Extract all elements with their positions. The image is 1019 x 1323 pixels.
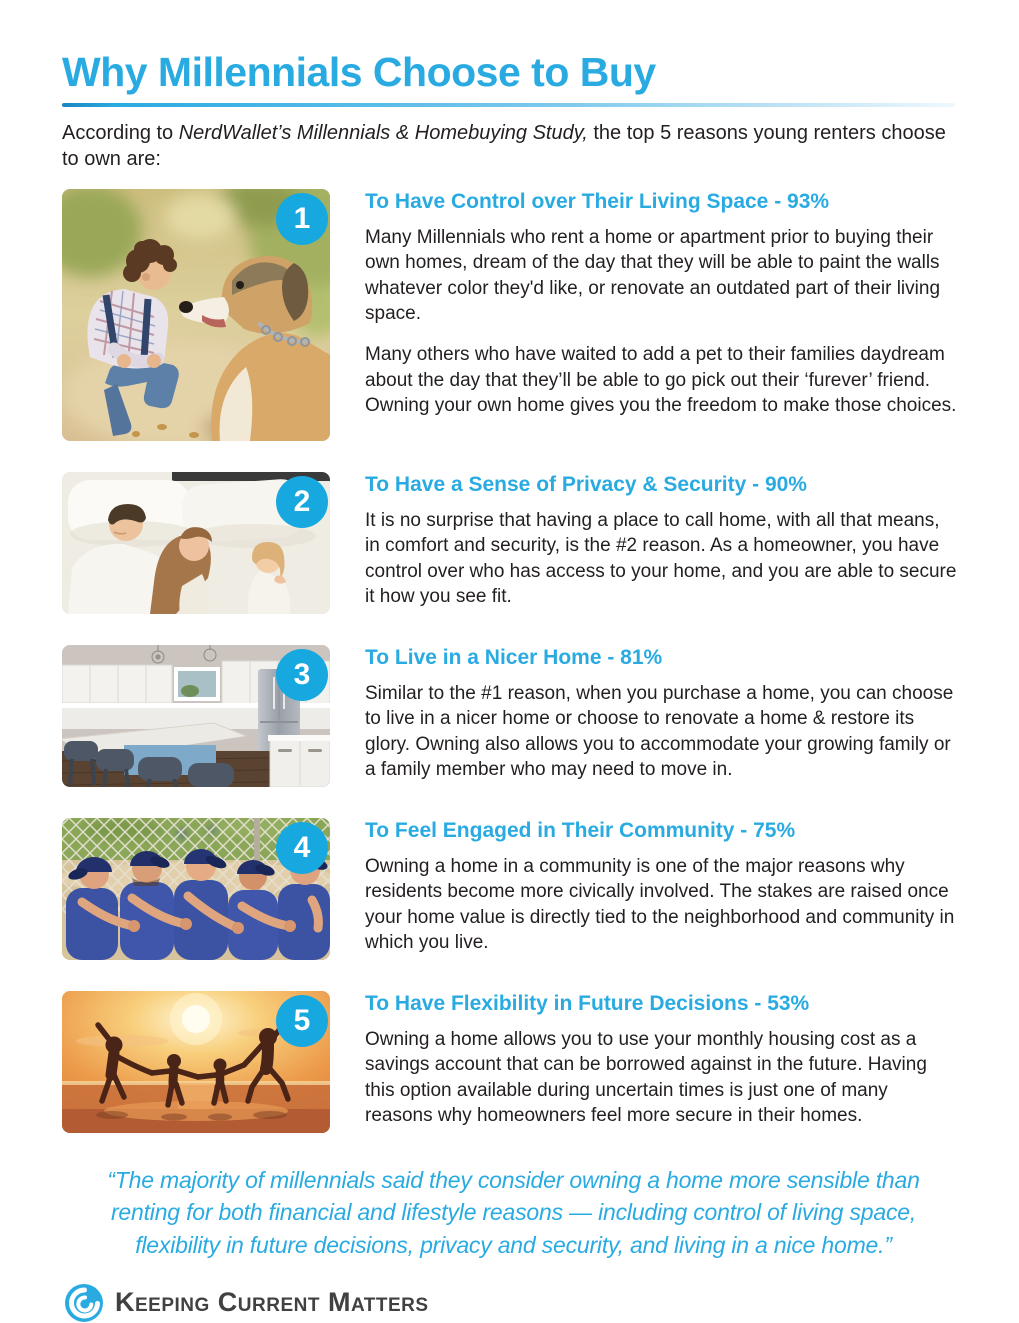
reason-content-3	[365, 645, 965, 787]
intro-prefix: According to	[62, 122, 179, 145]
quote-line: flexibility in future decisions, privacy and security, and living in a nice home.”	[135, 1231, 892, 1258]
reason-heading: To Have Flexibility in Future Decisions - 53%	[365, 992, 810, 1016]
quote-line: renting for both financial and lifestyle reasons — including control of living space,	[110, 1199, 917, 1226]
reason-content-5	[365, 991, 965, 1133]
reason-section-1	[62, 189, 965, 441]
reason-paragraph: Many others who have waited to add a pet to their families daydream about the day that they’ll be able to go pick out their ‘furever’ friend. Owning your own home gives you the freedom to make those choices.	[365, 344, 957, 417]
reason-number-badge: 2	[276, 476, 328, 528]
reason-paragraph: Many Millennials who rent a home or apartment prior to buying their own homes, dream of the day that they will be able to paint the walls whatever color they'd like, or renovate an outdated part of their living space.	[365, 226, 941, 325]
intro-text	[62, 120, 962, 172]
reason-number-badge: 1	[276, 193, 328, 245]
reason-section-3	[62, 645, 965, 787]
photo-boy-and-dog	[62, 189, 330, 441]
photo-family-sleeping	[62, 472, 330, 614]
reason-heading: To Have a Sense of Privacy & Security - 90%	[365, 473, 807, 497]
reason-content-2	[365, 472, 965, 614]
footer-brand-bar	[64, 1283, 965, 1323]
counter-right	[268, 735, 330, 787]
quote-line: “The majority of millennials said they consider owning a home more sensible than	[107, 1167, 920, 1194]
photo-baseball-kids	[62, 818, 330, 960]
reason-paragraph: Owning a home allows you to use your monthly housing cost as a savings account that can be borrowed against in the future. Having this option available during uncertain times is just one of many reasons why homeowners feel more secure in their homes.	[365, 1028, 927, 1127]
reason-number-badge: 4	[276, 822, 328, 874]
reason-heading: To Have Control over Their Living Space - 93%	[365, 190, 830, 214]
intro-study-name: NerdWallet’s Millennials & Homebuying Study,	[178, 122, 588, 145]
reason-heading: To Live in a Nicer Home - 81%	[365, 646, 663, 670]
reason-paragraph: It is no surprise that having a place to call home, with all that means, in comfort and security, is the #2 reason. As a homeowner, you have control over who has access to your home, and you are able to secure it how you see fit.	[365, 509, 957, 608]
reason-heading: To Feel Engaged in Their Community - 75%	[365, 819, 796, 843]
reason-content-4	[365, 818, 965, 960]
reason-section-5	[62, 991, 965, 1133]
reason-number-badge: 3	[276, 649, 328, 701]
reason-paragraph: Owning a home in a community is one of the major reasons why residents become more civically involved. The stakes are raised once your home value is directly tied to the neighborhood and community in which you live.	[365, 855, 955, 954]
closing-quote	[62, 1164, 965, 1261]
title-divider	[62, 103, 955, 107]
intro-suffix: the top 5 reasons young renters choose to own are:	[62, 122, 946, 171]
brand-name: Keeping Current Matters	[115, 1287, 429, 1318]
photo-kitchen	[62, 645, 330, 787]
reason-paragraph: Similar to the #1 reason, when you purchase a home, you can choose to live in a nicer home or choose to renovate a home & restore its glory. Owning also allows you to accommodate your growing family or a family member who may need to move in.	[365, 682, 954, 781]
reason-content-1	[365, 189, 965, 441]
reason-number-badge: 5	[276, 995, 328, 1047]
kcm-swirl-logo-icon	[64, 1283, 104, 1323]
reason-section-4	[62, 818, 965, 960]
photo-beach-sunset	[62, 991, 330, 1133]
reason-section-2	[62, 472, 965, 614]
page-title: Why Millennials Choose to Buy	[62, 49, 656, 95]
